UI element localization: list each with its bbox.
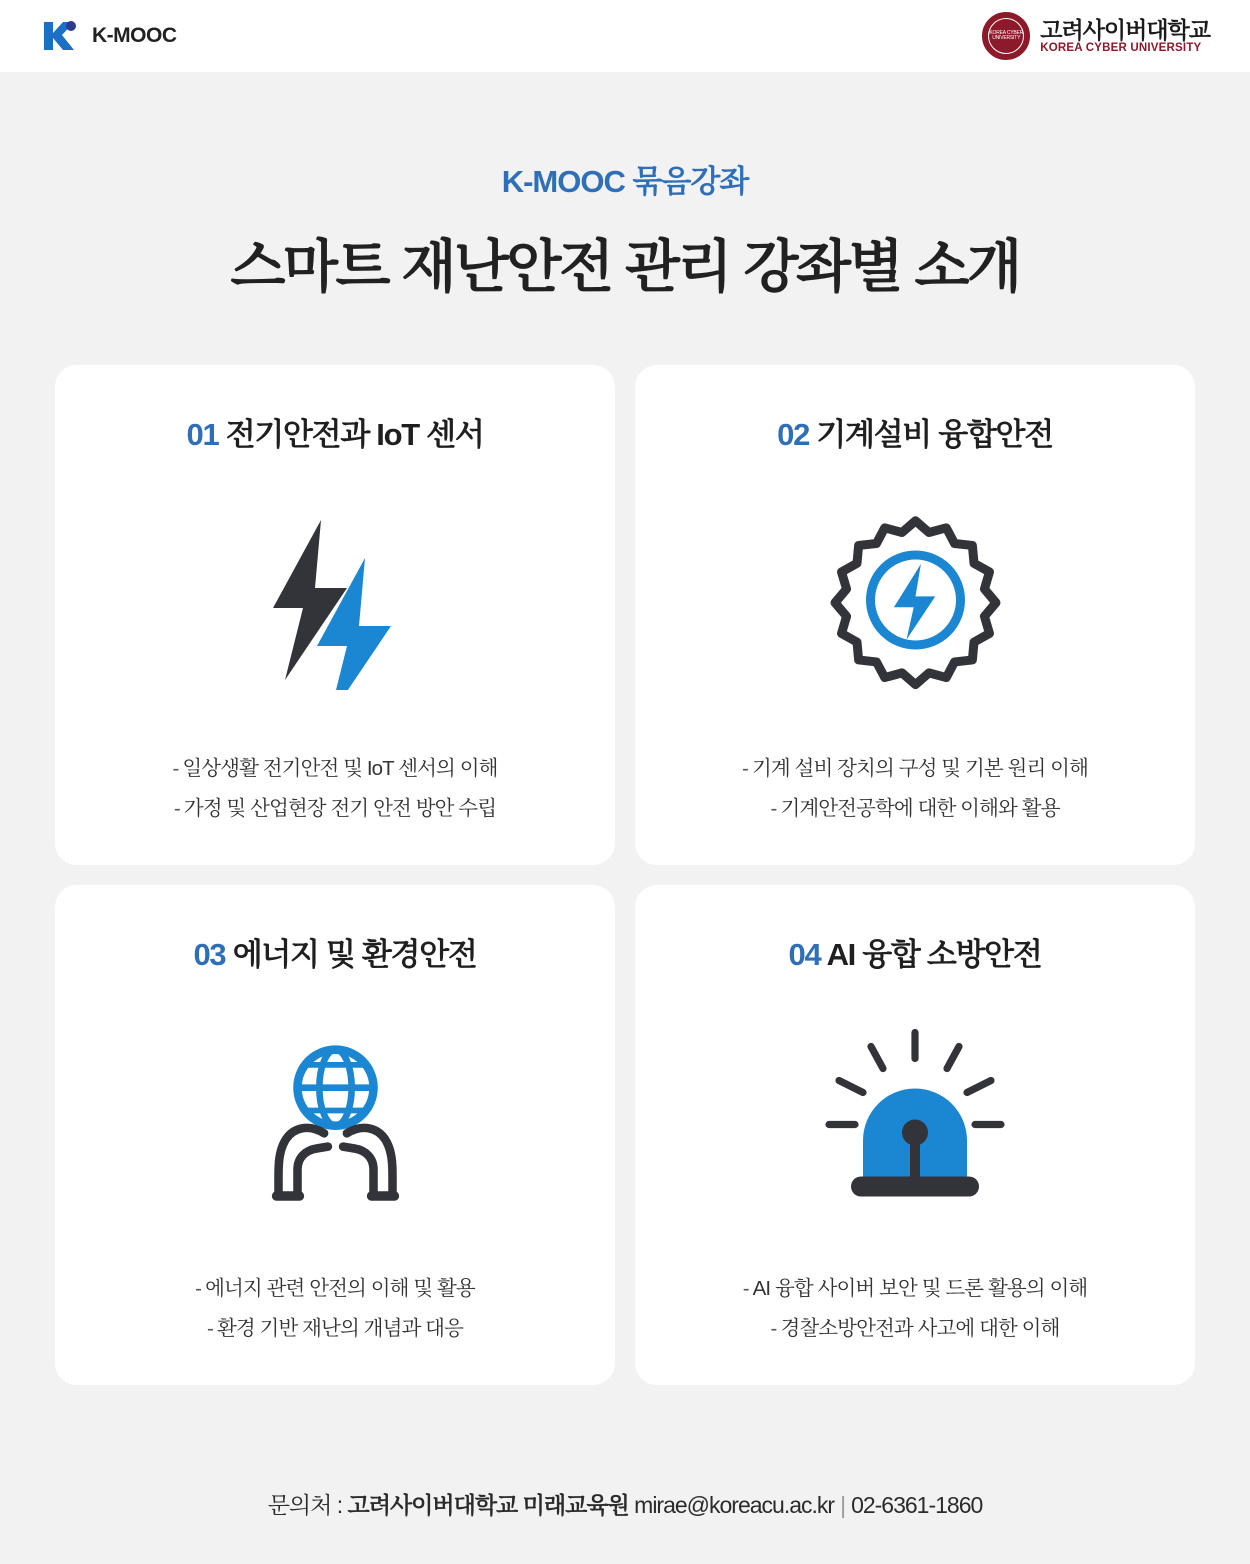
bullet-dash-icon: - — [195, 1277, 202, 1300]
list-item — [207, 1311, 463, 1341]
course-bullets — [172, 751, 497, 831]
hero-section — [0, 156, 1250, 303]
university-logo[interactable] — [982, 12, 1210, 60]
contact-label: 문의처 : — [267, 1492, 348, 1518]
list-item — [743, 1271, 1088, 1301]
bullet-text: 에너지 관련 안전의 이해 및 활용 — [205, 1277, 475, 1300]
university-name-kr: 고려사이버대학교 — [1040, 16, 1210, 43]
course-card-02[interactable] — [635, 365, 1195, 865]
contact-organization: 고려사이버대학교 미래교육원 — [347, 1492, 629, 1518]
course-number: 03 — [193, 937, 226, 972]
course-card-title — [777, 409, 1053, 454]
list-item — [742, 751, 1088, 781]
bullet-text: 기계 설비 장치의 구성 및 기본 원리 이해 — [751, 757, 1088, 780]
course-icon-container — [665, 974, 1165, 1271]
bullet-text: 경찰소방안전과 사고에 대한 이해 — [780, 1317, 1060, 1340]
course-card-01[interactable] — [55, 365, 615, 865]
kmooc-logo-text: K-MOOC — [92, 24, 177, 47]
course-title: AI 융합 소방안전 — [826, 937, 1042, 972]
list-item — [195, 1271, 475, 1301]
kmooc-logo[interactable] — [40, 16, 177, 56]
contact-email[interactable]: mirae@koreacu.ac.kr — [634, 1492, 835, 1518]
list-item — [771, 1311, 1060, 1341]
bullet-dash-icon: - — [172, 757, 179, 780]
contact-phone[interactable]: 02-6361-1860 — [851, 1492, 983, 1518]
lightning-bolt-icon — [243, 510, 428, 695]
course-icon-container — [85, 454, 585, 751]
course-title: 에너지 및 환경안전 — [232, 937, 477, 972]
university-seal-icon — [982, 12, 1030, 60]
bullet-text: 일상생활 전기안전 및 IoT 센서의 이해 — [182, 757, 498, 780]
course-card-04[interactable] — [635, 885, 1195, 1385]
kmooc-mark-icon — [40, 16, 80, 56]
course-card-grid — [55, 365, 1195, 1385]
course-card-title — [187, 409, 484, 454]
course-title: 전기안전과 IoT 센서 — [225, 417, 484, 452]
bullet-dash-icon: - — [742, 757, 748, 780]
course-icon-container — [665, 454, 1165, 751]
course-card-title — [789, 929, 1042, 974]
page-title: 스마트 재난안전 관리 강좌별 소개 — [230, 235, 1020, 299]
hands-globe-icon — [238, 1025, 433, 1220]
siren-light-icon — [815, 1028, 1015, 1218]
course-bullets — [195, 1271, 475, 1351]
top-bar — [0, 0, 1250, 72]
bullet-dash-icon: - — [207, 1317, 213, 1340]
bullet-dash-icon: - — [173, 797, 180, 820]
list-item — [174, 791, 496, 821]
bullet-text: 가정 및 산업현장 전기 안전 방안 수립 — [183, 797, 497, 820]
bullet-dash-icon: - — [770, 1317, 777, 1340]
list-item — [771, 791, 1060, 821]
course-card-title — [193, 929, 476, 974]
gear-bolt-icon — [823, 510, 1008, 695]
university-name-block — [1040, 18, 1210, 54]
bullet-text: AI 융합 사이버 보안 및 드론 활용의 이해 — [752, 1277, 1088, 1300]
university-seal-text: KOREA CYBER UNIVERSITY — [988, 18, 1024, 54]
university-name-en: KOREA CYBER UNIVERSITY — [1040, 42, 1202, 55]
bullet-dash-icon: - — [742, 1277, 749, 1300]
course-number: 01 — [186, 417, 219, 452]
bullet-text: 기계안전공학에 대한 이해와 활용 — [780, 797, 1060, 820]
bullet-text: 환경 기반 재난의 개념과 대응 — [216, 1317, 463, 1340]
course-card-03[interactable] — [55, 885, 615, 1385]
course-bullets — [743, 1271, 1088, 1351]
list-item — [172, 751, 497, 781]
bullet-dash-icon: - — [770, 797, 777, 820]
course-bullets — [742, 751, 1088, 831]
course-number: 02 — [777, 417, 810, 452]
hero-eyebrow: K-MOOC 묶음강좌 — [501, 164, 749, 199]
course-icon-container — [85, 974, 585, 1271]
contact-footer — [0, 1487, 1250, 1520]
course-title: 기계설비 융합안전 — [816, 417, 1053, 452]
contact-separator: | — [840, 1492, 846, 1518]
course-number: 04 — [788, 937, 821, 972]
